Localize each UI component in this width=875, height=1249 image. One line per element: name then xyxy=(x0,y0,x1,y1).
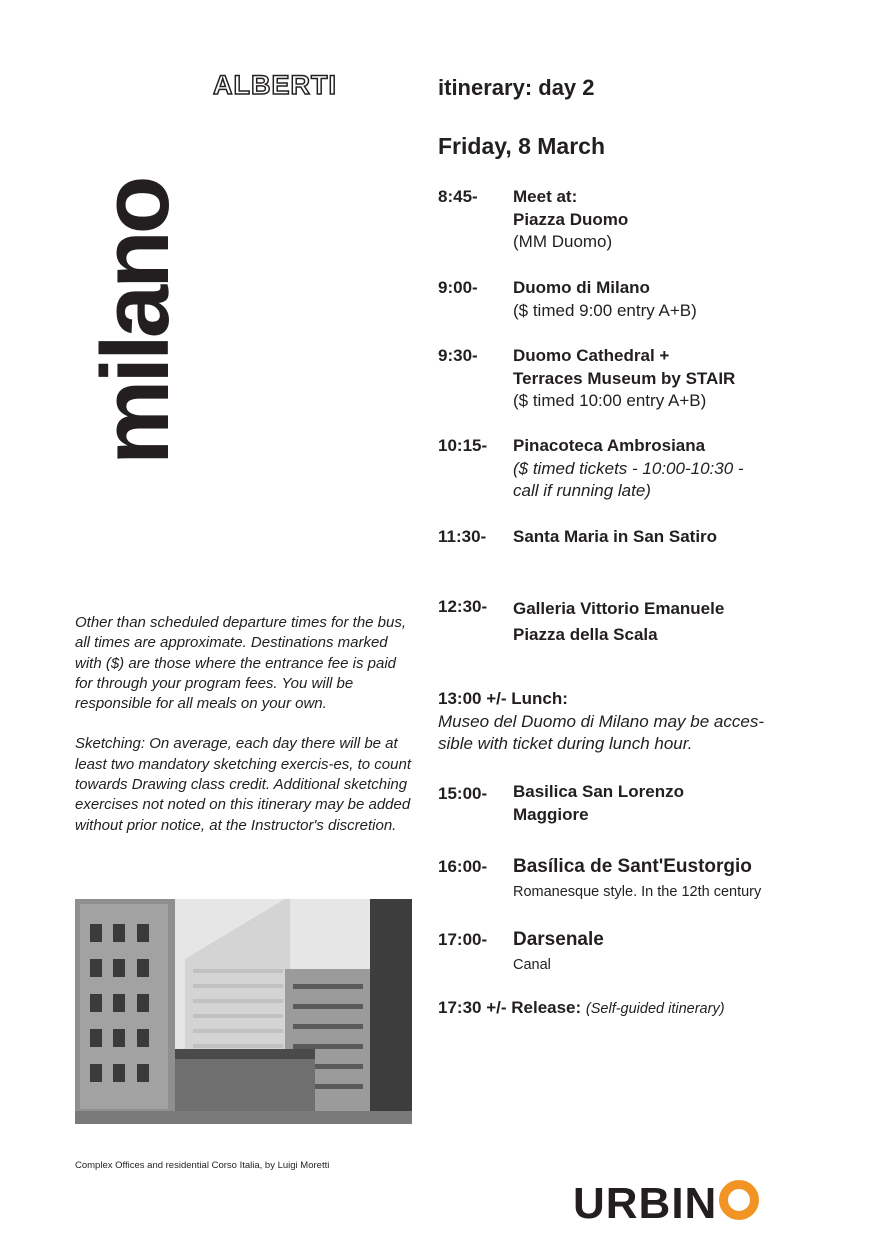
entry-detail: ($ timed 10:00 entry A+B) xyxy=(513,391,707,410)
entry-place: Piazza Duomo xyxy=(513,209,629,229)
entry-place: Duomo Cathedral + xyxy=(513,346,670,365)
entry-time: 8:45- xyxy=(438,187,478,206)
lunch-note: Museo del Duomo di Milano may be acces- xyxy=(438,711,764,731)
entry-time: 15:00- xyxy=(438,784,488,803)
entry-place: Terraces Museum by STAIR xyxy=(513,368,736,388)
entry-detail: ($ timed 9:00 entry A+B) xyxy=(513,300,697,320)
entry-place: Duomo di Milano xyxy=(513,278,650,297)
photo-caption: Complex Offices and residential Corso Italia, by Luigi Moretti xyxy=(75,1160,330,1171)
entry-detail: ($ timed tickets - 10:00-10:30 - xyxy=(513,458,744,478)
entry-place: Maggiore xyxy=(513,804,589,824)
urbino-logo xyxy=(573,1180,759,1226)
entry-line: Meet at: xyxy=(513,187,578,206)
lunch-entry xyxy=(438,688,858,756)
lunch-label: 13:00 +/- Lunch: xyxy=(438,689,568,708)
itinerary-notes xyxy=(75,613,415,856)
notes-paragraph: Other than scheduled departure times for the bus, all times are approximate. Destinations marked with ($) are those where the entrance fee is paid for through your program fees. You will be responsible for all meals on your own. xyxy=(75,614,407,713)
entry-detail: Canal xyxy=(513,957,551,973)
entry-detail: call if running late) xyxy=(513,481,651,500)
entry-place: Galleria Vittorio Emanuele xyxy=(513,599,725,618)
itinerary-date: Friday, 8 March xyxy=(438,133,606,159)
logo-text: URBIN xyxy=(573,1179,718,1228)
entry-detail: (MM Duomo) xyxy=(513,232,613,251)
entry-time: 12:30- xyxy=(438,597,488,616)
logo-o-icon xyxy=(719,1180,759,1220)
entry-place: Pinacoteca Ambrosiana xyxy=(513,436,706,455)
entry-time: 9:30- xyxy=(438,346,478,365)
notes-paragraph: Sketching: On average, each day there will be at least two mandatory sketching exercis-es, to count towards Drawing class credit. Additional sketching exercises not noted on this itinerary may be added without prior notice, at the Instructor's discretion. xyxy=(75,735,411,834)
entry-place: Basílica de Sant'Eustorgio xyxy=(513,856,752,877)
entry-place: Darsenale xyxy=(513,929,604,950)
entry-time: 11:30- xyxy=(438,527,487,546)
entry-time: 9:00- xyxy=(438,278,478,297)
program-name: ALBERTI xyxy=(213,70,337,100)
release-entry xyxy=(438,997,858,1021)
entry-time: 17:00- xyxy=(438,930,488,949)
entry-place: Piazza della Scala xyxy=(513,625,658,644)
entry-time: 16:00- xyxy=(438,857,488,876)
entry-place: Santa Maria in San Satiro xyxy=(513,527,718,546)
building-photo-illustration xyxy=(75,899,412,1124)
entry-detail: Romanesque style. In the 12th century xyxy=(513,884,762,900)
entry-place: Basilica San Lorenzo xyxy=(513,782,684,801)
page-title: milano xyxy=(82,179,189,465)
building-photo xyxy=(75,899,412,1124)
itinerary-heading: itinerary: day 2 xyxy=(438,75,595,100)
release-note: (Self-guided itinerary) xyxy=(585,1001,725,1017)
release-label: 17:30 +/- Release: xyxy=(438,998,582,1017)
entry-time: 10:15- xyxy=(438,436,488,455)
lunch-note: sible with ticket during lunch hour. xyxy=(438,734,693,753)
